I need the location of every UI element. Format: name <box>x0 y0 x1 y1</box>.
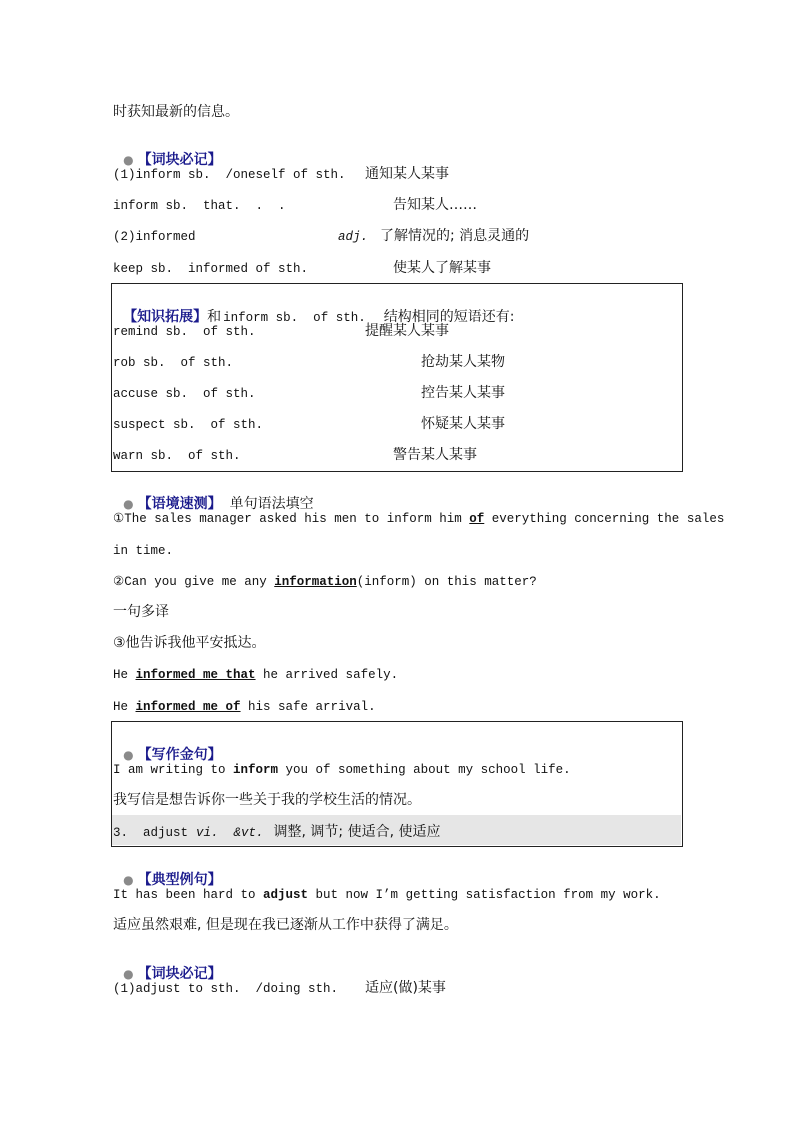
part-of-speech: adj. <box>338 230 369 244</box>
section-heading-chunks-2: ● 【词块必记】 <box>123 966 222 982</box>
section-heading-chunks: ● 【词块必记】 <box>123 152 222 168</box>
extension-meaning: 抢劫某人某物 <box>421 354 505 370</box>
example-sentence-en: It has been hard to adjust but now I’m getting satisfaction from my work. <box>113 888 661 902</box>
chunk-meaning: 使某人了解某事 <box>393 260 491 276</box>
answer-blank: informed me of <box>135 700 241 714</box>
extension-meaning: 怀疑某人某事 <box>421 416 505 432</box>
extension-phrase: rob sb. of sth. <box>113 356 234 370</box>
section-heading-writing: ● 【写作金句】 <box>123 747 222 763</box>
chunk-phrase: (1)inform sb. /oneself of sth. <box>113 168 346 182</box>
chunk-meaning: 适应(做)某事 <box>365 980 446 996</box>
writing-sentence-en: I am writing to inform you of something about my school life. <box>113 763 571 777</box>
chunk-phrase: keep sb. informed of sth. <box>113 262 309 276</box>
chunk-phrase: (1)adjust to sth. /doing sth. <box>113 982 339 996</box>
answer-blank: of <box>469 512 485 526</box>
entry-3: 3. adjust vi. &vt. 调整, 调节; 使适合, 使适应 <box>113 824 441 840</box>
extension-meaning: 警告某人某事 <box>393 447 477 463</box>
bullet-icon: ● <box>123 497 134 511</box>
answer-blank: information <box>274 575 357 589</box>
translation-b: He informed me of his safe arrival. <box>113 700 376 714</box>
section-heading-quiz: ● 【语境速测】 单句语法填空 <box>123 496 314 512</box>
writing-sentence-cn: 我写信是想告诉你一些关于我的学校生活的情况。 <box>113 792 421 808</box>
chunk-meaning: 告知某人…… <box>393 197 477 213</box>
bullet-icon: ● <box>123 873 134 887</box>
extension-meaning: 控告某人某事 <box>421 385 505 401</box>
chunk-meaning: 通知某人某事 <box>365 166 449 182</box>
quiz-question-3: ③他告诉我他平安抵达。 <box>113 635 266 651</box>
translation-a: He informed me that he arrived safely. <box>113 668 399 682</box>
answer-blank: informed me that <box>135 668 256 682</box>
extension-phrase: warn sb. of sth. <box>113 449 241 463</box>
section-heading-example: ● 【典型例句】 <box>123 872 222 888</box>
multi-translation-label: 一句多译 <box>113 604 169 620</box>
extension-heading: 【知识拓展】和 inform sb. of sth. 结构相同的短语还有: <box>123 309 515 325</box>
quiz-question-2: ②Can you give me any information(inform) on this matter? <box>113 575 537 589</box>
quiz-question-1-cont: in time. <box>113 544 174 558</box>
example-sentence-cn: 适应虽然艰难, 但是现在我已逐渐从工作中获得了满足。 <box>113 917 458 933</box>
quiz-question-1: ①The sales manager asked his men to inform him of everything concerning the sales <box>113 512 725 526</box>
extension-phrase: accuse sb. of sth. <box>113 387 256 401</box>
extension-phrase: remind sb. of sth. <box>113 325 256 339</box>
chunk-phrase: inform sb. that. . . <box>113 199 286 213</box>
bullet-icon: ● <box>123 153 134 167</box>
chunk-meaning: 了解情况的; 消息灵通的 <box>380 228 530 244</box>
extension-meaning: 提醒某人某事 <box>365 323 449 339</box>
intro-line: 时获知最新的信息。 <box>113 104 239 120</box>
bullet-icon: ● <box>123 967 134 981</box>
bullet-icon: ● <box>123 748 134 762</box>
chunk-phrase: (2)informed <box>113 230 196 244</box>
extension-phrase: suspect sb. of sth. <box>113 418 264 432</box>
